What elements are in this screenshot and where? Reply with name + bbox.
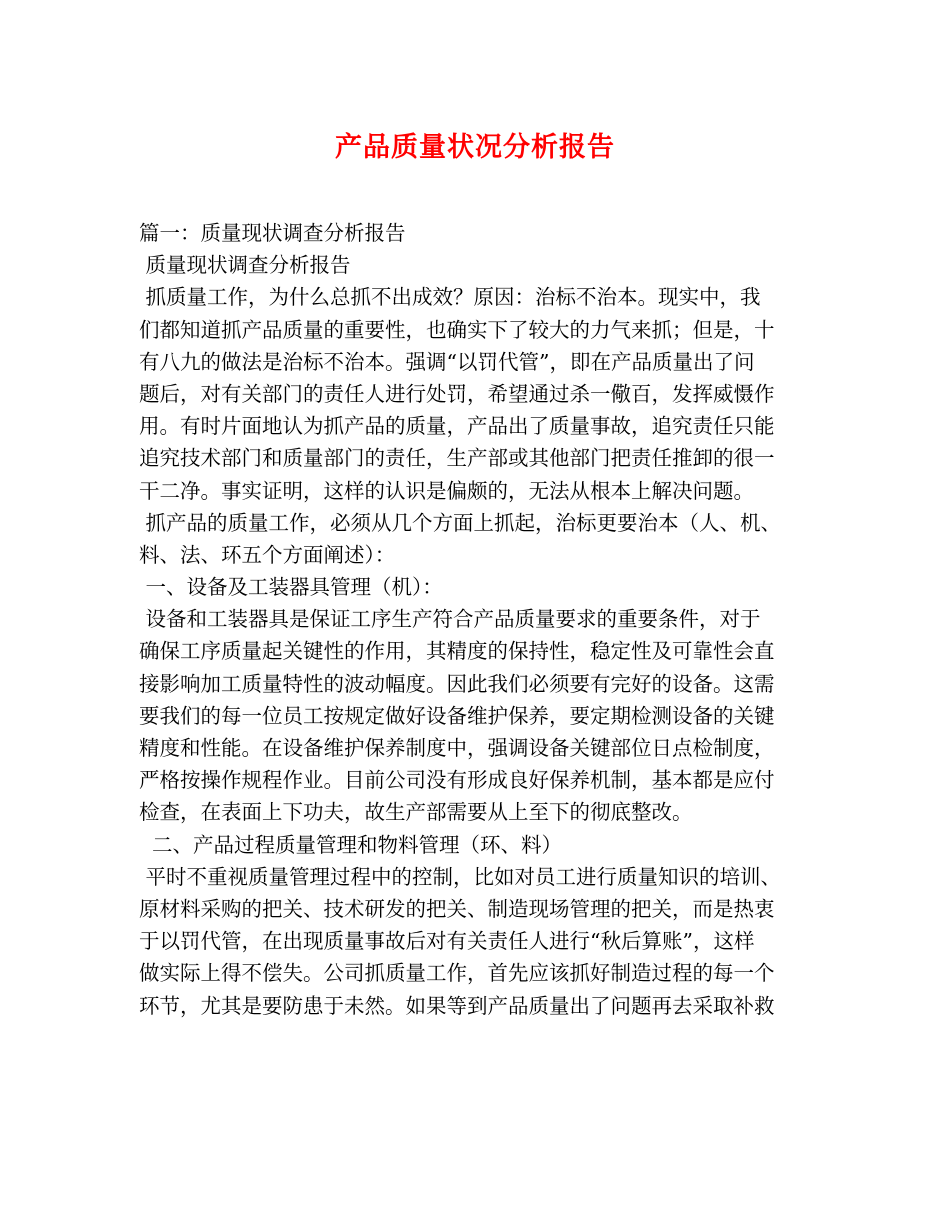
text-line: 接影响加工质量特性的波动幅度。因此我们必须要有完好的设备。这需: [139, 671, 775, 696]
document-body: [139, 217, 829, 1022]
text-line: 做实际上得不偿失。公司抓质量工作，首先应该抓好制造过程的每一个: [139, 961, 775, 986]
text-line: 检查，在表面上下功夫，故生产部需要从上至下的彻底整改。: [139, 800, 693, 825]
text-line: 环节，尤其是要防患于未然。如果等到产品质量出了问题再去采取补救: [139, 993, 775, 1018]
text-line: 确保工序质量起关键性的作用，其精度的保持性，稳定性及可靠性会直: [139, 639, 775, 664]
text-line: 用。有时片面地认为抓产品的质量，产品出了质量事故，追究责任只能: [139, 414, 775, 439]
text-line: 精度和性能。在设备维护保养制度中，强调设备关键部位日点检制度，: [139, 736, 775, 760]
text-line: 设备和工装器具是保证工序生产符合产品质量要求的重要条件，对于: [139, 607, 761, 632]
text-line: 抓产品的质量工作，必须从几个方面上抓起，治标更要治本（人、机、: [139, 510, 782, 535]
text-line: 料、法、环五个方面阐述）：: [139, 542, 396, 567]
document-title: 产品质量状况分析报告: [335, 132, 615, 163]
text-line: 严格按操作规程作业。目前公司没有形成良好保养机制，基本都是应付: [139, 768, 775, 793]
text-line: 有八九的做法是治标不治本。强调“以罚代管”，即在产品质量出了问: [139, 349, 755, 374]
text-line: 二、产品过程质量管理和物料管理（环、料）: [139, 832, 563, 857]
text-line: 原材料采购的把关、技术研发的把关、制造现场管理的把关，而是热衷: [139, 896, 775, 921]
text-line: 一、设备及工装器具管理（机）：: [139, 575, 443, 600]
text-line: 题后，对有关部门的责任人进行处罚，希望通过杀一儆百，发挥威慑作: [139, 381, 775, 406]
text-line: 们都知道抓产品质量的重要性，也确实下了较大的力气来抓；但是，十: [139, 317, 775, 342]
text-line: 篇一：质量现状调查分析报告: [139, 221, 406, 245]
text-line: 平时不重视质量管理过程中的控制，比如对员工进行质量知识的培训、: [139, 864, 782, 889]
text-line: 抓质量工作，为什么总抓不出成效？原因：治标不治本。现实中，我: [139, 285, 761, 310]
text-line: 追究技术部门和质量部门的责任，生产部或其他部门把责任推卸的很一: [139, 446, 775, 471]
text-line: 干二净。事实证明，这样的认识是偏颇的，无法从根本上解决问题。: [139, 478, 754, 503]
text-line: 于以罚代管，在出现质量事故后对有关责任人进行“秋后算账”，这样: [139, 929, 755, 954]
text-line: 要我们的每一位员工按规定做好设备维护保养，要定期检测设备的关键: [139, 703, 775, 728]
text-line: 质量现状调查分析报告: [139, 253, 351, 278]
